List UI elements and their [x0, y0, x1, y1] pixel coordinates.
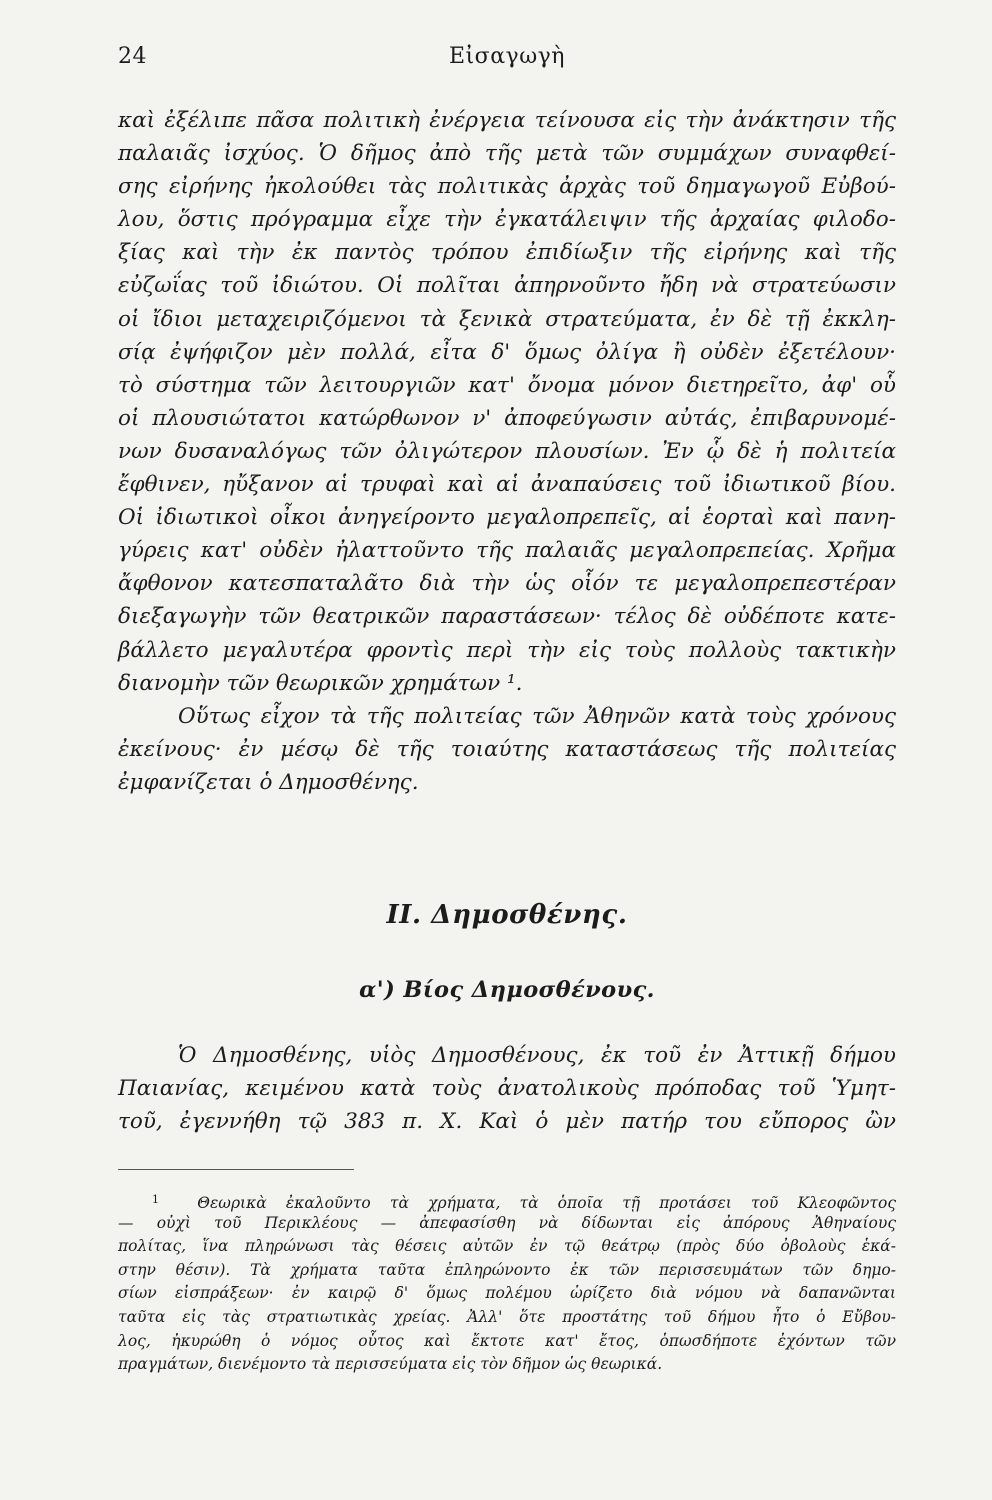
page-number: 24	[118, 44, 147, 69]
text-line: τοῦ, ἐγεννήθη τῷ 383 π. Χ. Καὶ ὁ μὲν πατήρ του εὔπορος ὢν	[118, 1109, 896, 1135]
footnote-line: λος, ἠκυρώθη ὁ νόμος οὗτος καὶ ἔκτοτε κατ' ἔτος, ὁπωσδήποτε ἐχόντων τῶν	[118, 1331, 896, 1350]
text-line: οἱ πλουσιώτατοι κατώρθωνον ν' ἀποφεύγωσιν αὐτάς, ἐπιβαρυνομέ-	[118, 405, 896, 431]
footnote-rule	[118, 1169, 354, 1170]
footnote-text: Θεωρικὰ ἐκαλοῦντο τὰ χρήματα, τὰ ὁποῖα τῇ προτάσει τοῦ Κλεοφῶντος	[197, 1194, 897, 1212]
text-line: ἄφθονον κατεσπαταλᾶτο διὰ τὴν ὡς οἷόν τε μεγαλοπρεπεστέραν	[118, 571, 896, 597]
footnote-line: στην θέσιν). Τὰ χρήματα ταῦτα ἐπληρώνοντο ἐκ τῶν περισσευμάτων τῶν δημο-	[118, 1260, 896, 1279]
text-line: Οἱ ἰδιωτικοὶ οἶκοι ἀνηγείροντο μεγαλοπρεπεῖς, αἱ ἑορταὶ καὶ πανη-	[118, 505, 896, 531]
text-line: νων δυσαναλόγως τῶν ὀλιγώτερον πλουσίων. Ἐν ᾧ δὲ ἡ πολιτεία	[118, 438, 896, 464]
text-line: ἔφθινεν, ηὔξανον αἱ τρυφαὶ καὶ αἱ ἀναπαύσεις τοῦ ἰδιωτικοῦ βίου.	[118, 472, 896, 498]
text-line: σίᾳ ἐψήφιζον μὲν πολλά, εἶτα δ' ὅμως ὀλίγα ἢ οὐδὲν ἐξετέλουν·	[118, 339, 896, 365]
footnote-marker: 1	[152, 1193, 159, 1206]
text-line: Ὁ Δημοσθένης, υἱὸς Δημοσθένους, ἐκ τοῦ ἐν Ἀττικῇ δήμου	[178, 1043, 896, 1068]
text-line: διεξαγωγὴν τῶν θεατρικῶν παραστάσεων· τέλος δὲ οὐδέποτε κατε-	[118, 604, 896, 630]
text-line: ἐμφανίζεται ὁ Δημοσθένης.	[118, 769, 419, 795]
footnote-line: — οὐχὶ τοῦ Περικλέους — ἀπεφασίσθη νὰ δίδωνται εἰς ἀπόρους Ἀθηναίους	[118, 1213, 896, 1232]
text-line: γύρεις κατ' οὐδὲν ἠλαττοῦντο τῆς παλαιᾶς μεγαλοπρεπείας. Χρῆμα	[118, 538, 896, 564]
text-line: καὶ ἐξέλιπε πᾶσα πολιτικὴ ἐνέργεια τείνουσα εἰς τὴν ἀνάκτησιν τῆς	[118, 108, 896, 133]
section-text	[118, 1039, 896, 1138]
text-line: ξίας καὶ τὴν ἐκ παντὸς τρόπου ἐπιδίωξιν τῆς εἰρήνης καὶ τῆς	[118, 240, 896, 266]
section-subheading: α') Βίος Δημοσθένους.	[359, 977, 655, 1003]
footnote-line: ταῦτα εἰς τὰς στρατιωτικὰς χρείας. Ἀλλ' ὅτε προστάτης τοῦ δήμου ἦτο ὁ Εὔβου-	[118, 1307, 896, 1326]
footnote-line: σίων εἰσπράξεων· ἐν καιρῷ δ' ὅμως πολέμου ὡρίζετο διὰ νόμου νὰ δαπανῶνται	[118, 1284, 896, 1303]
text-line: τὸ σύστημα τῶν λειτουργιῶν κατ' ὄνομα μόνον διετηρεῖτο, ἀφ' οὗ	[118, 372, 896, 398]
running-head	[118, 44, 896, 76]
footnote-line	[118, 1188, 896, 1212]
text-line: διανομὴν τῶν θεωρικῶν χρημάτων ¹.	[118, 670, 523, 696]
text-line: Παιανίας, κειμένου κατὰ τοὺς ἀνατολικοὺς πρόποδας τοῦ Ὑμητ-	[118, 1076, 896, 1102]
footnote-line: πολίτας, ἵνα πληρώνωσι τὰς θέσεις αὐτῶν ἐν τῷ θεάτρῳ (πρὸς δύο ὀβολοὺς ἑκά-	[118, 1237, 896, 1256]
running-title: Εἰσαγωγὴ	[449, 44, 565, 69]
section-heading: II. Δημοσθένης.	[386, 900, 628, 930]
text-line: βάλλετο μεγαλυτέρα φροντὶς περὶ τὴν εἰς τοὺς πολλοὺς τακτικὴν	[118, 637, 896, 663]
text-line: οἱ ἴδιοι μεταχειριζόμενοι τὰ ξενικὰ στρατεύματα, ἐν δὲ τῇ ἐκκλη-	[118, 306, 896, 332]
text-line: εὐζωΐας τοῦ ἰδιώτου. Οἱ πολῖται ἀπηρνοῦντο ἤδη νὰ στρατεύωσιν	[118, 273, 896, 299]
body-text	[118, 104, 896, 799]
text-line: παλαιᾶς ἰσχύος. Ὁ δῆμος ἀπὸ τῆς μετὰ τῶν συμμάχων συναφθεί-	[118, 141, 896, 167]
text-line: σης εἰρήνης ἠκολούθει τὰς πολιτικὰς ἀρχὰς τοῦ δημαγωγοῦ Εὐβού-	[118, 174, 896, 200]
text-line: ἐκείνους· ἐν μέσῳ δὲ τῆς τοιαύτης καταστάσεως τῆς πολιτείας	[118, 736, 896, 762]
text-line: λου, ὅστις πρόγραμμα εἶχε τὴν ἐγκατάλειψιν τῆς ἀρχαίας φιλοδο-	[118, 207, 896, 233]
footnote	[118, 1188, 896, 1377]
footnote-line: πραγμάτων, διενέμοντο τὰ περισσεύματα εἰς τὸν δῆμον ὡς θεωρικά.	[118, 1355, 663, 1374]
text-line: Οὕτως εἶχον τὰ τῆς πολιτείας τῶν Ἀθηνῶν κατὰ τοὺς χρόνους	[178, 703, 896, 729]
